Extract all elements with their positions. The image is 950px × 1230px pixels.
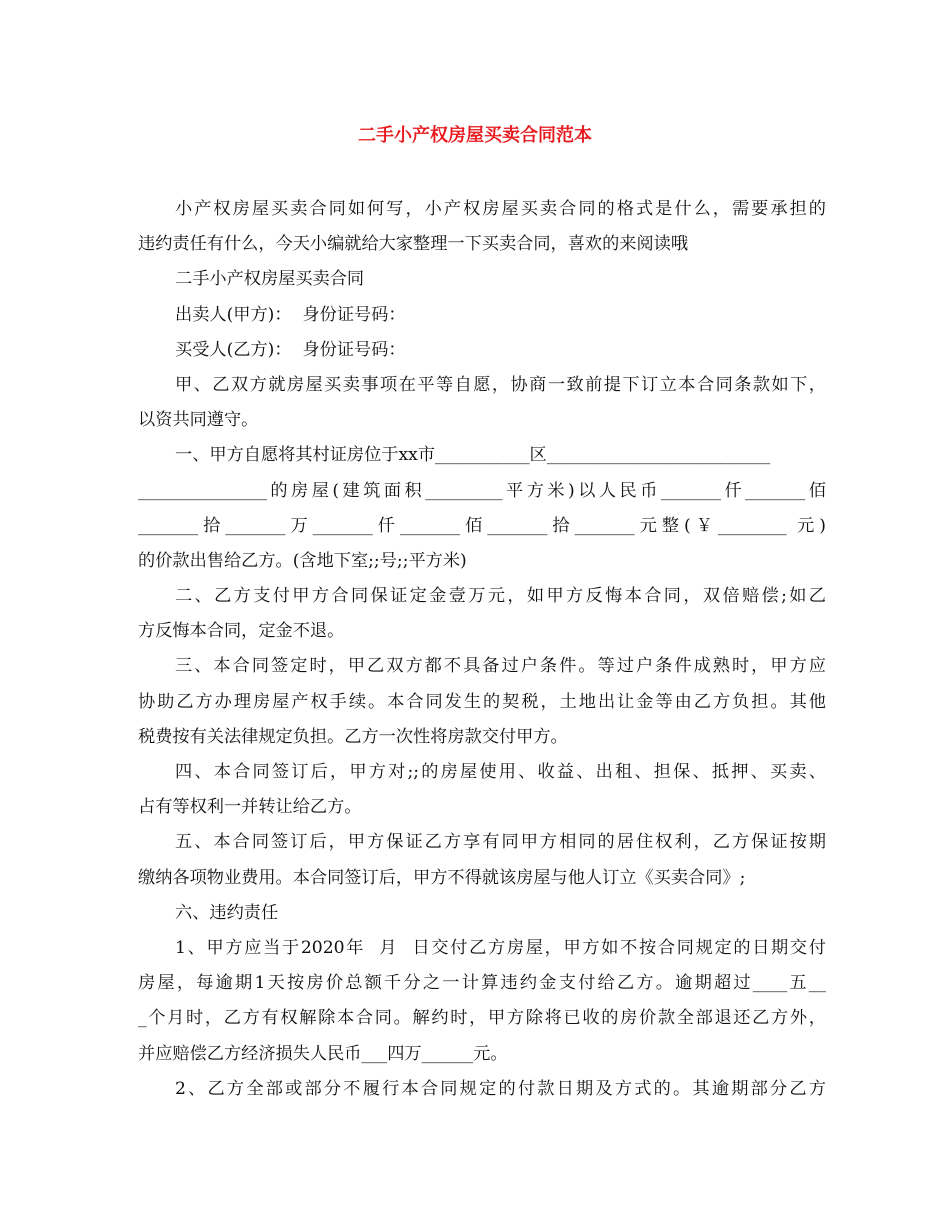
paragraph-line: 房屋，每逾期1天按房价总额千分之一计算违约金支付给乙方。逾期超过____五__ — [138, 973, 826, 994]
paragraph-line: 五、本合同签订后，甲方保证乙方享有同甲方相同的居住权利，乙方保证按期 — [175, 832, 826, 853]
paragraph-line: 的价款出售给乙方。(含地下室;;号;;平方米) — [138, 550, 467, 571]
paragraph-line: 小产权房屋买卖合同如何写，小产权房屋买卖合同的格式是什么，需要承担的 — [175, 199, 826, 219]
paragraph-line: 并应赔偿乙方经济损失人民币___四万______元。 — [138, 1043, 508, 1064]
paragraph-line: _______________的房屋(建筑面积_________平方米)以人民币_______仟_______佰 — [138, 480, 826, 501]
paragraph-line: 买受人(乙方)： 身份证号码： — [175, 339, 406, 360]
paragraph-line: 出卖人(甲方)： 身份证号码： — [175, 304, 406, 325]
paragraph-line: 甲、乙双方就房屋买卖事项在平等自愿，协商一致前提下订立本合同条款如下， — [175, 374, 826, 395]
document-title: 二手小产权房屋买卖合同范本 — [358, 125, 592, 146]
paragraph-line: 2、乙方全部或部分不履行本合同规定的付款日期及方式的。其逾期部分乙方 — [175, 1078, 826, 1099]
paragraph-line: 二、乙方支付甲方合同保证定金壹万元，如甲方反悔本合同，双倍赔偿;如乙 — [175, 586, 826, 607]
paragraph-line: 税费按有关法律规定负担。乙方一次性将房款交付甲方。 — [138, 726, 568, 747]
paragraph-line: 四、本合同签订后，甲方对;;的房屋使用、收益、出租、担保、抵押、买卖、 — [175, 762, 826, 782]
paragraph-line: 占有等权利一并转让给乙方。 — [138, 797, 362, 818]
paragraph-line: 以资共同遵守。 — [138, 410, 259, 431]
paragraph-line: 协助乙方办理房屋产权手续。本合同发生的契税，土地出让金等由乙方负担。其他 — [138, 691, 826, 712]
paragraph-line: 方反悔本合同，定金不退。 — [138, 621, 345, 642]
paragraph-line: 1、甲方应当于2020年 月 日交付乙方房屋，甲方如不按合同规定的日期交付 — [175, 937, 826, 958]
paragraph-line: 违约责任有什么，今天小编就给大家整理一下买卖合同，喜欢的来阅读哦 — [138, 234, 689, 255]
paragraph-line: _______拾_______万_______仟_______佰_______拾_______元整(￥________ 元) — [138, 515, 826, 536]
paragraph-line: 六、违约责任 — [175, 902, 279, 923]
paragraph-line: _个月时，乙方有权解除本合同。解约时，甲方除将已收的房价款全部退还乙方外， — [138, 1008, 826, 1029]
paragraph-line: 二手小产权房屋买卖合同 — [175, 269, 365, 290]
paragraph-line: 缴纳各项物业费用。本合同签订后，甲方不得就该房屋与他人订立《买卖合同》; — [138, 867, 746, 888]
paragraph-line: 三、本合同签定时，甲乙双方都不具备过户条件。等过户条件成熟时，甲方应 — [175, 656, 826, 677]
paragraph-line: 一、甲方自愿将其村证房位于xx市___________区__________________________ — [175, 445, 771, 466]
document-body — [138, 192, 826, 1107]
